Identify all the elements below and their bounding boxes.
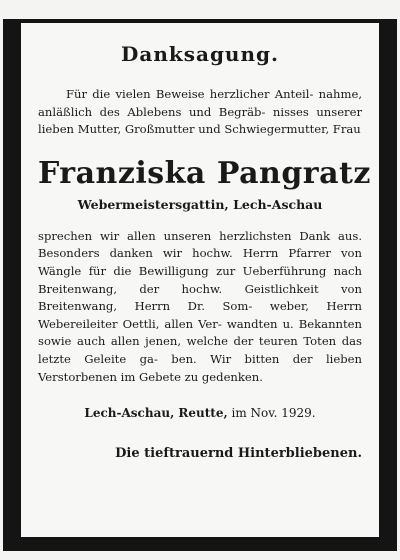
body-line: aus. Besonders danken wir hochw. Herrn bbox=[38, 228, 362, 261]
deceased-title: Webermeistersgattin, Lech-Aschau bbox=[77, 196, 323, 212]
body-line: welche der teuren Toten das letzte Geleite ga- bbox=[38, 334, 362, 366]
intro-line: Schwiegermutter, Frau bbox=[224, 122, 361, 137]
deceased-name: Franziska Pangratz bbox=[38, 155, 371, 191]
intro-line: nisses unserer lieben Mutter, Großmutter und bbox=[38, 104, 363, 137]
body-line: sprechen wir allen unseren herzlichsten Dank bbox=[38, 228, 331, 243]
death-notice bbox=[38, 36, 371, 462]
body-line: Ueberführung nach Breitenwang, der hochw. bbox=[38, 263, 363, 296]
intro-line: Für die vielen Beweise herzlicher Anteil- bbox=[66, 87, 314, 101]
body-paragraph bbox=[38, 228, 362, 386]
body-line: Gebete zu gedenken. bbox=[139, 369, 263, 384]
body-line: Pfarrer von Wängle für die Bewilligung zur bbox=[38, 246, 362, 278]
body-line: wandten u. Bekannten sowie auch allen jenen, bbox=[38, 316, 362, 349]
dateline bbox=[38, 406, 362, 420]
signature: Die tieftrauernd Hinterbliebenen. bbox=[115, 446, 362, 462]
dateline-date: im Nov. 1929. bbox=[231, 406, 316, 421]
body-line: weber, Herrn Webereileiter Oettli, allen Ver- bbox=[38, 299, 362, 331]
body-line: ben. Wir bitten der lieben Verstorbenen im bbox=[38, 351, 362, 384]
body-line: Geistlichkeit von Breitenwang, Herrn Dr. Som- bbox=[38, 281, 362, 314]
dateline-place: Lech-Aschau, Reutte, bbox=[84, 406, 228, 421]
intro-line: nahme, anläßlich des Ablebens und Begräb- bbox=[38, 87, 363, 119]
intro-paragraph bbox=[38, 86, 362, 139]
notice-heading: Danksagung. bbox=[121, 42, 279, 66]
